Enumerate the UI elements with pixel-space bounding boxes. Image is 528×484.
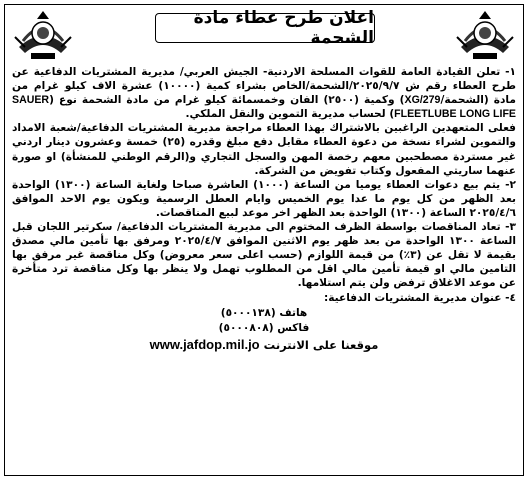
clause-3: ٣- تعاد المناقصات بواسطة الظرف المختوم الى مديرية المشتريات الدفاعية/ سكرتير اللجان قبل الساعة ١٣٠٠ الواحدة من بعد ظهر يوم الاثنين الموافق ٢٠٢٥/٤/٧ ومرفق بها تأمين مالي مصدق بقيمة لا تقل عن (٣٪) من قيمة اللوازم (حسب اعلى سعر معروض) وكل مناقصة غير مرفق بها التامين مالي او قيمة تأمين مالي اقل من المطلوب تهمل ولا ينظر بها وكل مناقصة ترد متأخرة عن موعد الاغلاق ترفض ولن يتم استلامها. — [12, 221, 516, 290]
clause-2: ٢- يتم بيع دعوات العطاء يوميا من الساعة (١٠٠٠) العاشرة صباحا ولغاية الساعة (١٣٠٠) الواحدة بعد الظهر من كل يوم ما عدا يوم الخميس وايام العطل الرسمية ويكون يوم الاحد الموافق ٢٠٢٥/٤/٦ الساعة (١٣٠٠) الواحدة بعد الظهر اخر موعد لبيع المناقصات. — [12, 178, 516, 219]
clause-1-text-a: ١- تعلن القيادة العامة للقوات المسلحة الاردنية- الجيش العربي/ مديرية المشتريات الدفاعية عن طرح العطاء رقم ش ٢٠٢٥/٩/٧/الشحمة/الخاص بشراء كمية (١٠٠٠٠) عشرة الاف كيلو غرام من مادة (الشحمة/ — [12, 66, 516, 107]
page-title: اعلان طرح عطاء مادة الشحمة — [155, 13, 375, 43]
header — [5, 5, 523, 61]
phone-number: هاتف (٥٠٠٠١٣٨) — [220, 306, 308, 319]
product-code: XG/279 — [404, 94, 441, 107]
website-link[interactable]: www.jafdop.mil.jo — [149, 336, 260, 352]
jaf-emblem-icon — [451, 7, 519, 63]
clause-4: ٤- عنوان مديرية المشتريات الدفاعية: — [323, 291, 516, 304]
announcement-card — [4, 4, 524, 476]
website-line — [12, 338, 516, 352]
clause-1-text-b: ) وكمية (٢٥٠٠) الفان وخمسمائة كيلو غرام من مادة الشحمة نوع ( — [49, 94, 405, 107]
jaf-emblem-icon — [9, 7, 77, 63]
product-name: SAUER FLEETLUBE LONG LIFE — [12, 94, 516, 121]
fax-number: فاكس (٥٠٠٠٨٠٨) — [218, 321, 310, 334]
website-label: موقعنا على الانترنت — [263, 337, 379, 352]
clause-1 — [12, 65, 516, 121]
announcement-body — [5, 61, 523, 352]
clause-1-instructions: فعلى المتعهدين الراغبين بالاشتراك بهذا العطاء مراجعة مديرية المشتريات الدفاعية/شعبة الامداد والتموين لشراء نسخة من دعوة العطاء مقابل دفع مبلغ وقدره (٢٥) خمسة وعشرون دينار اردني غير مستردة مصطحبين معهم رخصة المهن والسجل التجاري و(الرقم الوطني للمنشأة) او صورة عنهما ساريتي المفعول وكتاب تفويض من الشركة. — [12, 122, 516, 177]
contact-block — [12, 306, 516, 336]
clause-1-text-c: ) لحساب مديرية التموين والنقل الملكي. — [185, 108, 395, 121]
